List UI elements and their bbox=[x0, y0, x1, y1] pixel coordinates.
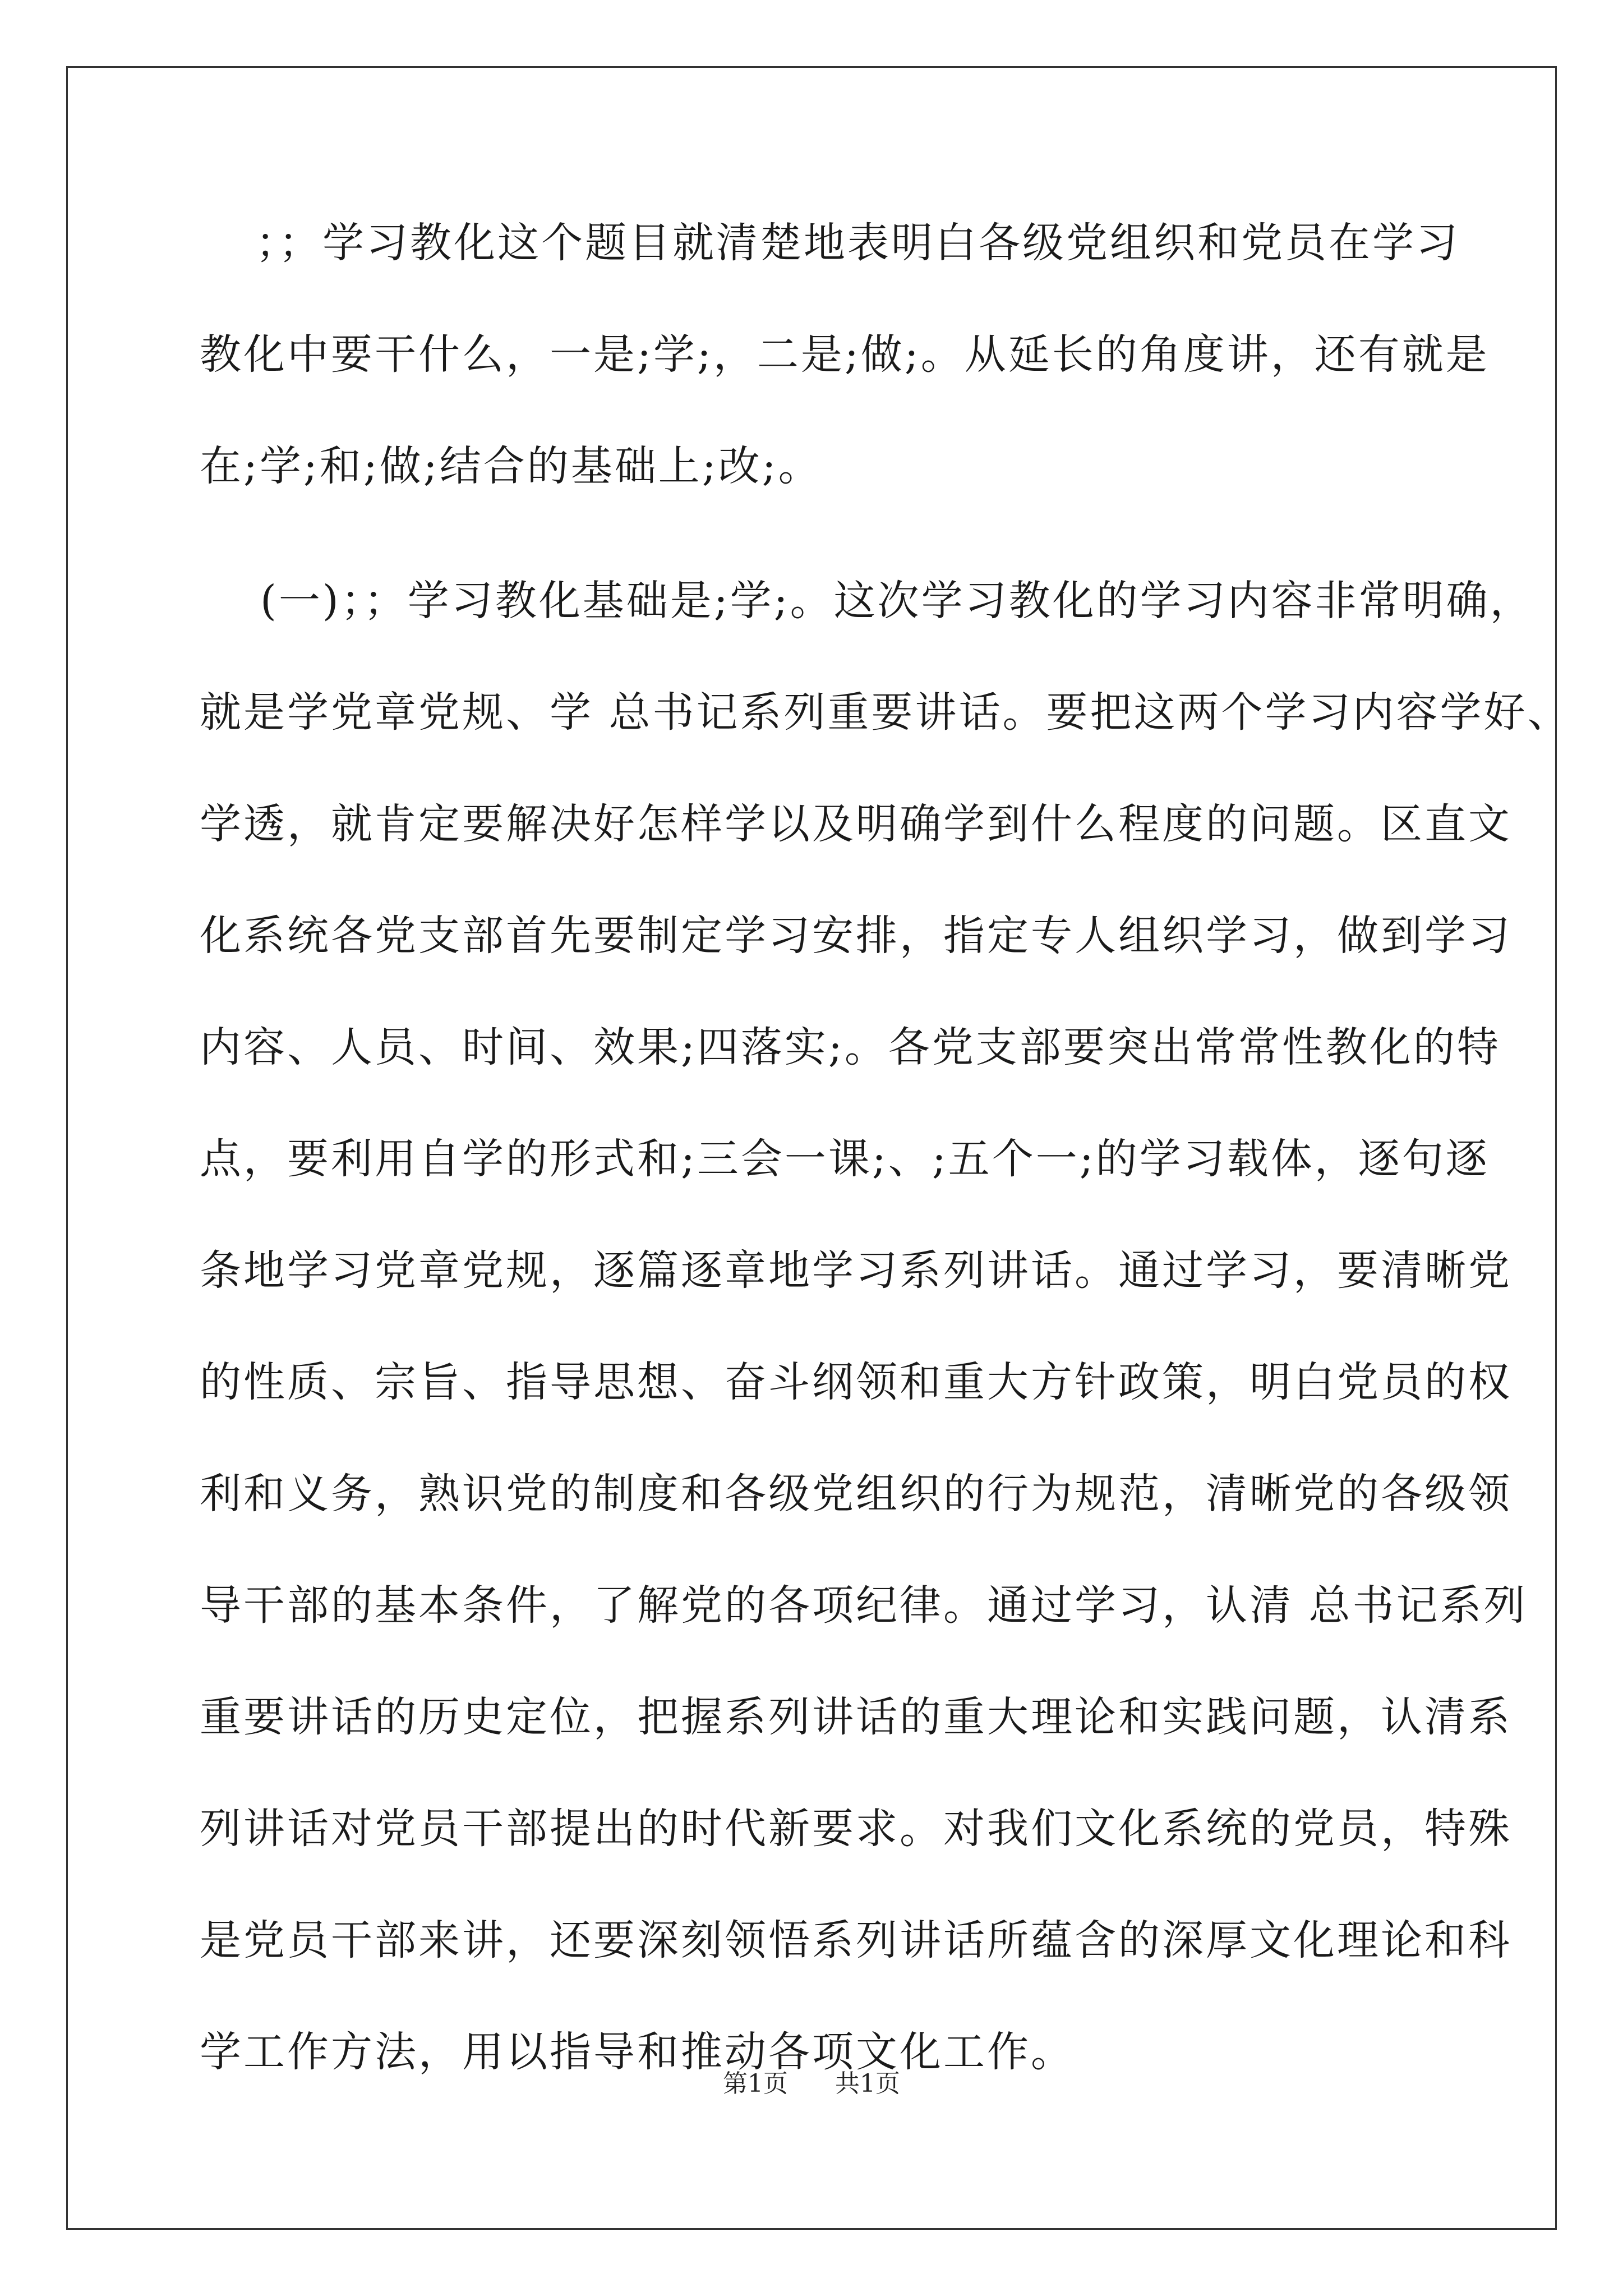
text-line: 内容、人员、时间、效果;四落实;。各党支部要突出常常性教化的特 bbox=[200, 1023, 1501, 1071]
text-line: 导干部的基本条件，了解党的各项纪律。通过学习，认清 总书记系列 bbox=[200, 1581, 1528, 1630]
page-number-total: 共1页 bbox=[835, 2069, 900, 2098]
document-body bbox=[200, 206, 1571, 2127]
text-line: 教化中要干什么，一是;学;，二是;做;。从延长的角度讲，还有就是 bbox=[200, 330, 1490, 379]
text-line: 重要讲话的历史定位，把握系列讲话的重大理论和实践问题，认清系 bbox=[200, 1693, 1512, 1741]
text-line: 就是学党章党规、学 总书记系列重要讲话。要把这两个学习内容学好、 bbox=[200, 688, 1571, 737]
text-line: 条地学习党章党规，逐篇逐章地学习系列讲话。通过学习，要清晰党 bbox=[200, 1246, 1512, 1295]
page-number-current: 第1页 bbox=[723, 2069, 788, 2098]
text-line: 利和义务，熟识党的制度和各级党组织的行为规范，清晰党的各级领 bbox=[200, 1470, 1512, 1518]
text-line: 列讲话对党员干部提出的时代新要求。对我们文化系统的党员，特殊 bbox=[200, 1805, 1512, 1853]
text-line: 学透，就肯定要解决好怎样学以及明确学到什么程度的问题。区直文 bbox=[200, 800, 1512, 848]
text-line: 化系统各党支部首先要制定学习安排，指定专人组织学习，做到学习 bbox=[200, 912, 1512, 960]
text-line: ；；学习教化这个题目就清楚地表明白各级党组织和党员在学习 bbox=[256, 219, 1460, 267]
text-line: 点，要利用自学的形式和;三会一课;、;五个一;的学习载体，逐句逐 bbox=[200, 1135, 1490, 1183]
text-line: 是党员干部来讲，还要深刻领悟系列讲话所蕴含的深厚文化理论和科 bbox=[200, 1916, 1512, 1964]
text-line: 的性质、宗旨、指导思想、奋斗纲领和重大方针政策，明白党员的权 bbox=[200, 1358, 1512, 1406]
text-line: 在;学;和;做;结合的基础上;改;。 bbox=[200, 442, 822, 490]
text-line: (一)；；学习教化基础是;学;。这次学习教化的学习内容非常明确， bbox=[260, 577, 1534, 625]
text-line: 学工作方法，用以指导和推动各项文化工作。 bbox=[200, 2028, 1075, 2076]
page-footer bbox=[0, 2067, 1623, 2101]
